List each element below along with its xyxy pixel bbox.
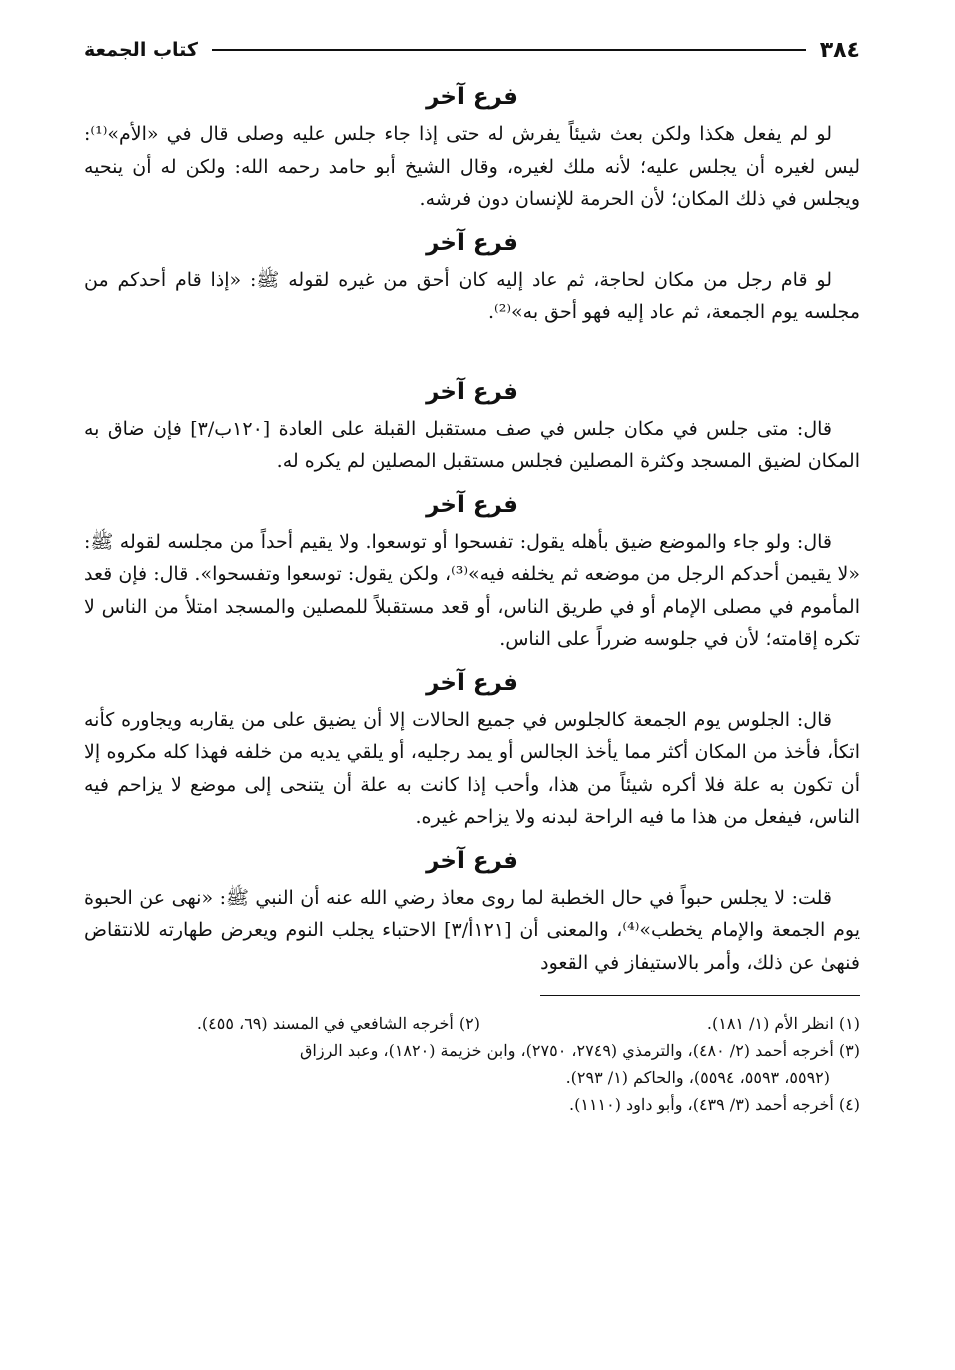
book-page xyxy=(84,30,860,1118)
footnote-3-line-2: (٥٥٩٢، ٥٥٩٣، ٥٥٩٤)، والحاكم (١/ ٢٩٣). xyxy=(565,1068,830,1087)
running-header xyxy=(84,30,860,70)
section-text: لو لم يفعل هكذا ولكن بعث شيئاً يفرش له حتى إذا جاء جلس عليه وصلى قال في «الأم»⁽¹⁾: ليس لغيره أن يجلس عليه؛ لأنه ملك لغيره، وقال الشيخ أبو حامد رحمه الله: ولكن له أن ينحيه ويجلس في ذلك المكان؛ لأن الحرمة للإنسان دون فرشه. xyxy=(84,123,860,210)
section-1 xyxy=(84,76,860,216)
section-heading: فرع آخر xyxy=(426,229,518,256)
section-text: قال: ولو جاء والموضع ضيق بأهله يقول: تفسحوا أو توسعوا. ولا يقيم أحداً من مجلسه لقوله ﷺ: «لا يقيمن أحدكم الرجل من موضعه ثم يخلفه فيه»⁽³⁾، ولكن يقول: توسعوا وتفسحوا». قال: فإن قعد المأموم في مصلى الإمام أو في طريق الناس، أو قعد مستقبلاً للمصلين والمسجد امتلأ من الناس لا تكره إقامته؛ لأن في جلوسه ضرراً على الناس. xyxy=(84,530,861,650)
section-heading: فرع آخر xyxy=(426,847,518,874)
footnote-1: (١) انظر الأم (١/ ١٨١). xyxy=(706,1014,860,1033)
section-5 xyxy=(84,662,860,834)
section-3 xyxy=(84,371,860,478)
section-text: لو قام رجل من مكان لحاجة، ثم عاد إليه كان أحق من غيره لقوله ﷺ: «إذا قام أحدكم من مجلسه يوم الجمعة، ثم عاد إليه فهو أحق به»⁽²⁾. xyxy=(84,268,860,323)
footnotes xyxy=(84,1010,860,1118)
section-text: قلت: لا يجلس حبواً في حال الخطبة لما روى معاذ رضي الله عنه أن النبي ﷺ: «نهى عن الحبوة يوم الجمعة والإمام يخطب»⁽⁴⁾، والمعنى أن [١٢١أ/٣] الاحتباء يجلب النوم ويعرض طهارته للانتقاض فنهىٰ عن ذلك، وأمر بالاستيفاز في القعود xyxy=(84,886,861,974)
section-heading: فرع آخر xyxy=(426,84,518,110)
section-text: قال: متى جلس في مكان جلس في صف مستقبل القبلة على العادة [١٢٠ب/٣] فإن ضاق به المكان لضيق المسجد وكثرة المصلين فجلس مستقبل المصلين لم يكره له. xyxy=(84,417,860,472)
section-heading: فرع آخر xyxy=(426,491,518,518)
footnote-2: (٢) أخرجه الشافعي في المسند (٦٩، ٤٥٥). xyxy=(196,1014,480,1033)
section-heading: فرع آخر xyxy=(426,669,518,696)
footnote-separator xyxy=(540,995,860,996)
spacer xyxy=(84,329,860,365)
footnote-4: (٤) أخرجه أحمد (٣/ ٤٣٩)، وأبو داود (١١١٠). xyxy=(569,1095,860,1114)
footnote-3-line-1: (٣) أخرجه أحمد (٢/ ٤٨٠)، والترمذي (٢٧٤٩، ٢٧٥٠)، وابن خزيمة (١٨٢٠)، وعبد الرزاق xyxy=(300,1041,860,1060)
footnote-row xyxy=(84,1010,860,1037)
page-number: ٣٨٤ xyxy=(819,37,860,63)
section-4 xyxy=(84,484,860,656)
book-title: كتاب الجمعة xyxy=(84,39,198,61)
section-2 xyxy=(84,222,860,329)
section-heading: فرع آخر xyxy=(426,378,518,405)
section-text: قال: الجلوس يوم الجمعة كالجلوس في جميع الحالات إلا أن يضيق على من يقاربه ويجاوره كأنه اتكأ، فأخذ من المكان أكثر مما يأخذ الجالس أو يمد رجليه، أو يلقي يديه من خلفه فهذا كله مكروه إلا أن تكون به علة فلا أكره شيئاً من هذا، وأحب إذا كانت به علة أن يتنحى إلى موضع لا يزاحم فيه الناس، فيفعل من هذا ما فيه الراحة لبدنه ولا يزاحم غيره. xyxy=(84,708,860,828)
section-6 xyxy=(84,840,860,980)
header-rule xyxy=(212,49,806,51)
